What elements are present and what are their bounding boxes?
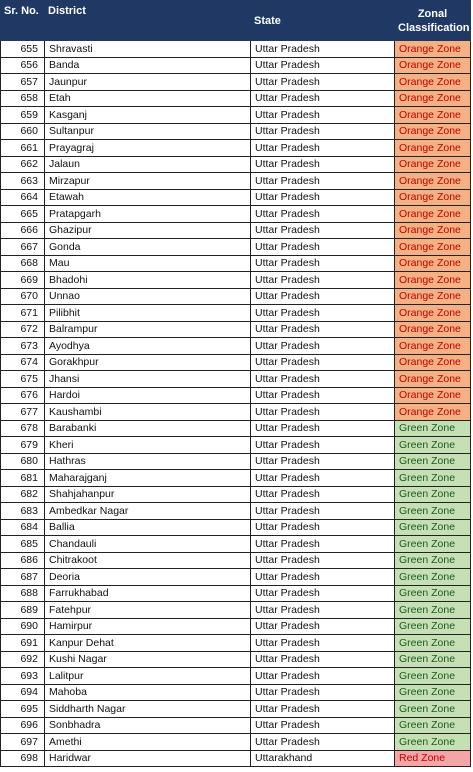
cell-district: Balrampur xyxy=(45,321,251,338)
cell-state: Uttar Pradesh xyxy=(251,569,395,586)
cell-sr-no: 662 xyxy=(1,156,45,173)
cell-district: Bhadohi xyxy=(45,272,251,289)
cell-state: Uttar Pradesh xyxy=(251,420,395,437)
cell-zonal-classification: Orange Zone xyxy=(395,354,471,371)
table-row xyxy=(1,602,471,619)
table-row xyxy=(1,701,471,718)
cell-zonal-classification: Orange Zone xyxy=(395,321,471,338)
cell-sr-no: 656 xyxy=(1,57,45,74)
cell-state: Uttar Pradesh xyxy=(251,437,395,454)
cell-sr-no: 665 xyxy=(1,206,45,223)
table-row xyxy=(1,189,471,206)
header-zonal-line1: Zonal xyxy=(417,7,448,20)
cell-district: Pilibhit xyxy=(45,305,251,322)
cell-sr-no: 687 xyxy=(1,569,45,586)
cell-state: Uttar Pradesh xyxy=(251,173,395,190)
cell-district: Kasganj xyxy=(45,107,251,124)
cell-zonal-classification: Orange Zone xyxy=(395,173,471,190)
cell-zonal-classification: Orange Zone xyxy=(395,156,471,173)
cell-state: Uttar Pradesh xyxy=(251,519,395,536)
table-header xyxy=(1,1,471,41)
cell-zonal-classification: Green Zone xyxy=(395,536,471,553)
table-row xyxy=(1,585,471,602)
table-row xyxy=(1,470,471,487)
table-row xyxy=(1,717,471,734)
cell-district: Chandauli xyxy=(45,536,251,553)
cell-sr-no: 689 xyxy=(1,602,45,619)
cell-sr-no: 672 xyxy=(1,321,45,338)
header-district: District xyxy=(45,1,251,41)
cell-sr-no: 684 xyxy=(1,519,45,536)
cell-sr-no: 659 xyxy=(1,107,45,124)
table-row xyxy=(1,635,471,652)
cell-zonal-classification: Green Zone xyxy=(395,717,471,734)
cell-state: Uttar Pradesh xyxy=(251,338,395,355)
cell-sr-no: 661 xyxy=(1,140,45,157)
cell-sr-no: 671 xyxy=(1,305,45,322)
cell-state: Uttar Pradesh xyxy=(251,684,395,701)
table-row xyxy=(1,387,471,404)
table-row xyxy=(1,371,471,388)
cell-district: Jaunpur xyxy=(45,74,251,91)
cell-state: Uttar Pradesh xyxy=(251,305,395,322)
cell-district: Prayagraj xyxy=(45,140,251,157)
cell-district: Barabanki xyxy=(45,420,251,437)
cell-sr-no: 683 xyxy=(1,503,45,520)
cell-state: Uttar Pradesh xyxy=(251,453,395,470)
cell-state: Uttar Pradesh xyxy=(251,585,395,602)
cell-district: Fatehpur xyxy=(45,602,251,619)
cell-sr-no: 679 xyxy=(1,437,45,454)
cell-sr-no: 697 xyxy=(1,734,45,751)
cell-zonal-classification: Orange Zone xyxy=(395,90,471,107)
cell-zonal-classification: Orange Zone xyxy=(395,387,471,404)
table-row xyxy=(1,569,471,586)
cell-state: Uttar Pradesh xyxy=(251,404,395,421)
cell-district: Kaushambi xyxy=(45,404,251,421)
cell-state: Uttar Pradesh xyxy=(251,387,395,404)
cell-zonal-classification: Green Zone xyxy=(395,585,471,602)
table-row xyxy=(1,668,471,685)
cell-sr-no: 696 xyxy=(1,717,45,734)
cell-state: Uttar Pradesh xyxy=(251,156,395,173)
cell-zonal-classification: Green Zone xyxy=(395,734,471,751)
header-sr-no: Sr. No. xyxy=(1,1,45,41)
cell-state: Uttar Pradesh xyxy=(251,470,395,487)
cell-state: Uttar Pradesh xyxy=(251,717,395,734)
cell-district: Jhansi xyxy=(45,371,251,388)
cell-state: Uttar Pradesh xyxy=(251,321,395,338)
cell-state: Uttar Pradesh xyxy=(251,354,395,371)
cell-state: Uttar Pradesh xyxy=(251,651,395,668)
cell-sr-no: 680 xyxy=(1,453,45,470)
cell-zonal-classification: Green Zone xyxy=(395,420,471,437)
cell-zonal-classification: Orange Zone xyxy=(395,189,471,206)
cell-zonal-classification: Red Zone xyxy=(395,750,471,767)
cell-district: Amethi xyxy=(45,734,251,751)
table-row xyxy=(1,74,471,91)
cell-sr-no: 694 xyxy=(1,684,45,701)
table-row xyxy=(1,651,471,668)
cell-state: Uttarakhand xyxy=(251,750,395,767)
cell-sr-no: 693 xyxy=(1,668,45,685)
cell-district: Mau xyxy=(45,255,251,272)
table-row xyxy=(1,305,471,322)
cell-district: Hamirpur xyxy=(45,618,251,635)
cell-sr-no: 663 xyxy=(1,173,45,190)
table-row xyxy=(1,107,471,124)
cell-zonal-classification: Orange Zone xyxy=(395,338,471,355)
cell-sr-no: 698 xyxy=(1,750,45,767)
cell-zonal-classification: Green Zone xyxy=(395,635,471,652)
cell-state: Uttar Pradesh xyxy=(251,371,395,388)
cell-district: Pratapgarh xyxy=(45,206,251,223)
cell-district: Ghazipur xyxy=(45,222,251,239)
table-row xyxy=(1,239,471,256)
cell-sr-no: 682 xyxy=(1,486,45,503)
cell-district: Shahjahanpur xyxy=(45,486,251,503)
table-row xyxy=(1,453,471,470)
cell-zonal-classification: Green Zone xyxy=(395,651,471,668)
table-row xyxy=(1,321,471,338)
cell-zonal-classification: Orange Zone xyxy=(395,123,471,140)
cell-zonal-classification: Orange Zone xyxy=(395,239,471,256)
header-row xyxy=(1,1,471,41)
header-zonal-classification xyxy=(395,1,471,41)
cell-district: Ambedkar Nagar xyxy=(45,503,251,520)
cell-state: Uttar Pradesh xyxy=(251,618,395,635)
table-row xyxy=(1,519,471,536)
table-row xyxy=(1,354,471,371)
cell-zonal-classification: Green Zone xyxy=(395,486,471,503)
table-body xyxy=(1,41,471,767)
cell-district: Siddharth Nagar xyxy=(45,701,251,718)
cell-sr-no: 664 xyxy=(1,189,45,206)
cell-district: Etawah xyxy=(45,189,251,206)
cell-sr-no: 692 xyxy=(1,651,45,668)
table-row xyxy=(1,156,471,173)
cell-zonal-classification: Green Zone xyxy=(395,668,471,685)
cell-district: Ballia xyxy=(45,519,251,536)
cell-district: Jalaun xyxy=(45,156,251,173)
cell-state: Uttar Pradesh xyxy=(251,288,395,305)
cell-zonal-classification: Green Zone xyxy=(395,552,471,569)
cell-zonal-classification: Green Zone xyxy=(395,519,471,536)
table-row xyxy=(1,734,471,751)
cell-zonal-classification: Orange Zone xyxy=(395,272,471,289)
cell-district: Sonbhadra xyxy=(45,717,251,734)
cell-sr-no: 657 xyxy=(1,74,45,91)
cell-sr-no: 688 xyxy=(1,585,45,602)
cell-zonal-classification: Orange Zone xyxy=(395,57,471,74)
cell-district: Farrukhabad xyxy=(45,585,251,602)
table-row xyxy=(1,338,471,355)
cell-zonal-classification: Orange Zone xyxy=(395,255,471,272)
cell-state: Uttar Pradesh xyxy=(251,189,395,206)
table-row xyxy=(1,57,471,74)
cell-state: Uttar Pradesh xyxy=(251,74,395,91)
table-row xyxy=(1,173,471,190)
cell-district: Maharajganj xyxy=(45,470,251,487)
table-row xyxy=(1,437,471,454)
cell-sr-no: 674 xyxy=(1,354,45,371)
cell-zonal-classification: Green Zone xyxy=(395,618,471,635)
cell-sr-no: 668 xyxy=(1,255,45,272)
cell-state: Uttar Pradesh xyxy=(251,503,395,520)
cell-state: Uttar Pradesh xyxy=(251,668,395,685)
table-row xyxy=(1,486,471,503)
cell-zonal-classification: Orange Zone xyxy=(395,305,471,322)
table-row xyxy=(1,41,471,58)
cell-sr-no: 658 xyxy=(1,90,45,107)
header-zonal-line2: Classification xyxy=(398,21,470,34)
table-row xyxy=(1,288,471,305)
cell-state: Uttar Pradesh xyxy=(251,239,395,256)
cell-sr-no: 660 xyxy=(1,123,45,140)
table-row xyxy=(1,90,471,107)
cell-zonal-classification: Green Zone xyxy=(395,453,471,470)
cell-district: Kushi Nagar xyxy=(45,651,251,668)
table-row xyxy=(1,123,471,140)
cell-district: Hardoi xyxy=(45,387,251,404)
cell-state: Uttar Pradesh xyxy=(251,486,395,503)
cell-zonal-classification: Green Zone xyxy=(395,503,471,520)
table-row xyxy=(1,503,471,520)
cell-sr-no: 676 xyxy=(1,387,45,404)
cell-state: Uttar Pradesh xyxy=(251,90,395,107)
table-row xyxy=(1,140,471,157)
cell-district: Mahoba xyxy=(45,684,251,701)
cell-sr-no: 655 xyxy=(1,41,45,58)
cell-state: Uttar Pradesh xyxy=(251,123,395,140)
cell-state: Uttar Pradesh xyxy=(251,57,395,74)
cell-state: Uttar Pradesh xyxy=(251,140,395,157)
cell-zonal-classification: Orange Zone xyxy=(395,222,471,239)
cell-zonal-classification: Orange Zone xyxy=(395,288,471,305)
cell-district: Banda xyxy=(45,57,251,74)
table-row xyxy=(1,272,471,289)
cell-sr-no: 690 xyxy=(1,618,45,635)
cell-zonal-classification: Orange Zone xyxy=(395,404,471,421)
cell-state: Uttar Pradesh xyxy=(251,602,395,619)
cell-zonal-classification: Green Zone xyxy=(395,437,471,454)
cell-district: Shravasti xyxy=(45,41,251,58)
cell-zonal-classification: Orange Zone xyxy=(395,74,471,91)
cell-sr-no: 666 xyxy=(1,222,45,239)
cell-state: Uttar Pradesh xyxy=(251,41,395,58)
cell-district: Lalitpur xyxy=(45,668,251,685)
cell-state: Uttar Pradesh xyxy=(251,222,395,239)
cell-district: Gorakhpur xyxy=(45,354,251,371)
cell-sr-no: 681 xyxy=(1,470,45,487)
table-row xyxy=(1,552,471,569)
cell-district: Haridwar xyxy=(45,750,251,767)
cell-district: Chitrakoot xyxy=(45,552,251,569)
cell-state: Uttar Pradesh xyxy=(251,635,395,652)
cell-sr-no: 686 xyxy=(1,552,45,569)
cell-state: Uttar Pradesh xyxy=(251,107,395,124)
table-row xyxy=(1,420,471,437)
cell-sr-no: 685 xyxy=(1,536,45,553)
cell-zonal-classification: Orange Zone xyxy=(395,41,471,58)
cell-sr-no: 691 xyxy=(1,635,45,652)
cell-state: Uttar Pradesh xyxy=(251,206,395,223)
table-row xyxy=(1,255,471,272)
cell-sr-no: 670 xyxy=(1,288,45,305)
cell-zonal-classification: Orange Zone xyxy=(395,107,471,124)
cell-zonal-classification: Green Zone xyxy=(395,701,471,718)
table-row xyxy=(1,750,471,767)
cell-state: Uttar Pradesh xyxy=(251,255,395,272)
cell-district: Gonda xyxy=(45,239,251,256)
cell-district: Mirzapur xyxy=(45,173,251,190)
cell-district: Unnao xyxy=(45,288,251,305)
cell-zonal-classification: Green Zone xyxy=(395,684,471,701)
cell-district: Deoria xyxy=(45,569,251,586)
cell-state: Uttar Pradesh xyxy=(251,536,395,553)
cell-sr-no: 675 xyxy=(1,371,45,388)
table-row xyxy=(1,206,471,223)
cell-district: Hathras xyxy=(45,453,251,470)
cell-sr-no: 669 xyxy=(1,272,45,289)
cell-sr-no: 677 xyxy=(1,404,45,421)
cell-state: Uttar Pradesh xyxy=(251,701,395,718)
cell-district: Kanpur Dehat xyxy=(45,635,251,652)
cell-sr-no: 678 xyxy=(1,420,45,437)
cell-district: Kheri xyxy=(45,437,251,454)
cell-state: Uttar Pradesh xyxy=(251,552,395,569)
cell-zonal-classification: Orange Zone xyxy=(395,206,471,223)
cell-zonal-classification: Green Zone xyxy=(395,602,471,619)
header-state: State xyxy=(251,1,395,41)
cell-zonal-classification: Orange Zone xyxy=(395,371,471,388)
cell-district: Ayodhya xyxy=(45,338,251,355)
cell-sr-no: 695 xyxy=(1,701,45,718)
table-row xyxy=(1,536,471,553)
cell-sr-no: 673 xyxy=(1,338,45,355)
cell-district: Etah xyxy=(45,90,251,107)
cell-zonal-classification: Green Zone xyxy=(395,569,471,586)
table-row xyxy=(1,684,471,701)
table-row xyxy=(1,404,471,421)
cell-state: Uttar Pradesh xyxy=(251,272,395,289)
cell-zonal-classification: Green Zone xyxy=(395,470,471,487)
cell-zonal-classification: Orange Zone xyxy=(395,140,471,157)
cell-district: Sultanpur xyxy=(45,123,251,140)
table-row xyxy=(1,618,471,635)
cell-state: Uttar Pradesh xyxy=(251,734,395,751)
table-row xyxy=(1,222,471,239)
cell-sr-no: 667 xyxy=(1,239,45,256)
